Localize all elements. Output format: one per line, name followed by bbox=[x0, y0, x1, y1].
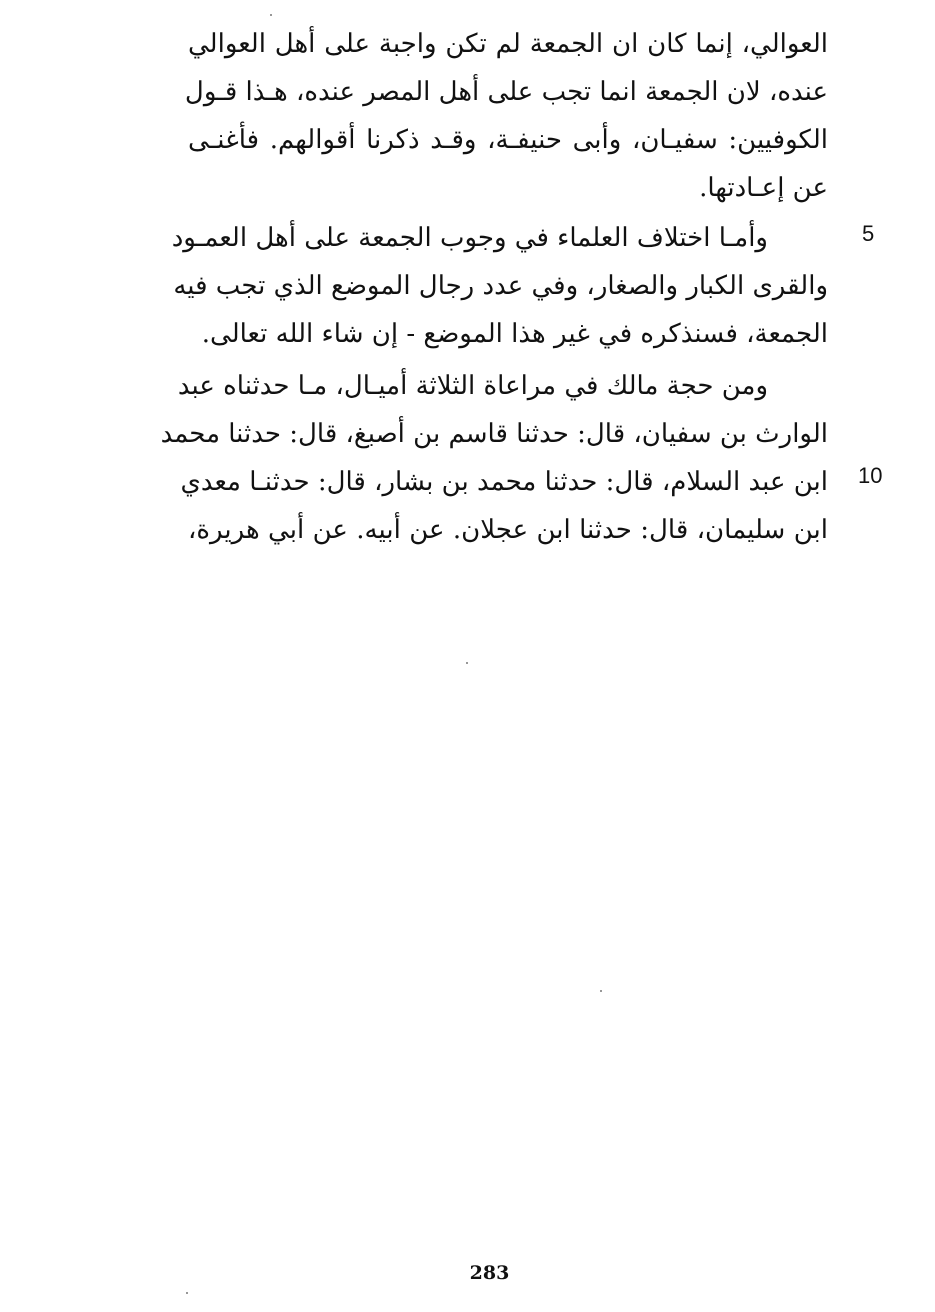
scan-speck bbox=[466, 662, 468, 664]
text-line: ابن عبد السلام، قال: حدثنا محمد بن بشار، قال: حدثنـا معدي bbox=[180, 467, 828, 497]
text-line: الجمعة، فسنذكره في غير هذا الموضع - إن شاء الله تعالى. bbox=[201, 319, 828, 349]
scan-speck bbox=[270, 14, 272, 16]
text-line: ابن سليمان، قال: حدثنا ابن عجلان. عن أبيه. عن أبي هريرة، bbox=[188, 515, 829, 545]
text-line: ومن حجة مالك في مراعاة الثلاثة أميـال، مـا حدثناه عبد bbox=[177, 371, 768, 401]
paragraph-1 bbox=[184, 20, 828, 212]
text-line: عنده، لان الجمعة انما تجب على أهل المصر عنده، هـذا قـول bbox=[184, 77, 828, 107]
line-number-5: 5 bbox=[862, 221, 875, 246]
scan-speck bbox=[600, 990, 602, 992]
text-line: عن إعـادتها. bbox=[699, 173, 828, 203]
paragraph-3 bbox=[160, 362, 829, 554]
page-number: 283 bbox=[469, 1262, 510, 1284]
text-line: والقرى الكبار والصغار، وفي عدد رجال الموضع الذي تجب فيه bbox=[173, 271, 828, 301]
line-number-10: 10 bbox=[858, 463, 883, 488]
paragraph-2 bbox=[171, 214, 828, 358]
text-line: وأمـا اختلاف العلماء في وجوب الجمعة على أهل العمـود bbox=[171, 223, 768, 253]
text-line: الكوفيين: سفيـان، وأبى حنيفـة، وقـد ذكرنا أقوالهم. فأغنـى bbox=[188, 125, 828, 155]
text-line: الوارث بن سفيان، قال: حدثنا قاسم بن أصبغ، قال: حدثنا محمد bbox=[160, 419, 828, 449]
scan-speck bbox=[186, 1292, 188, 1294]
text-line: العوالي، إنما كان ان الجمعة لم تكن واجبة على أهل العوالي bbox=[188, 29, 828, 59]
